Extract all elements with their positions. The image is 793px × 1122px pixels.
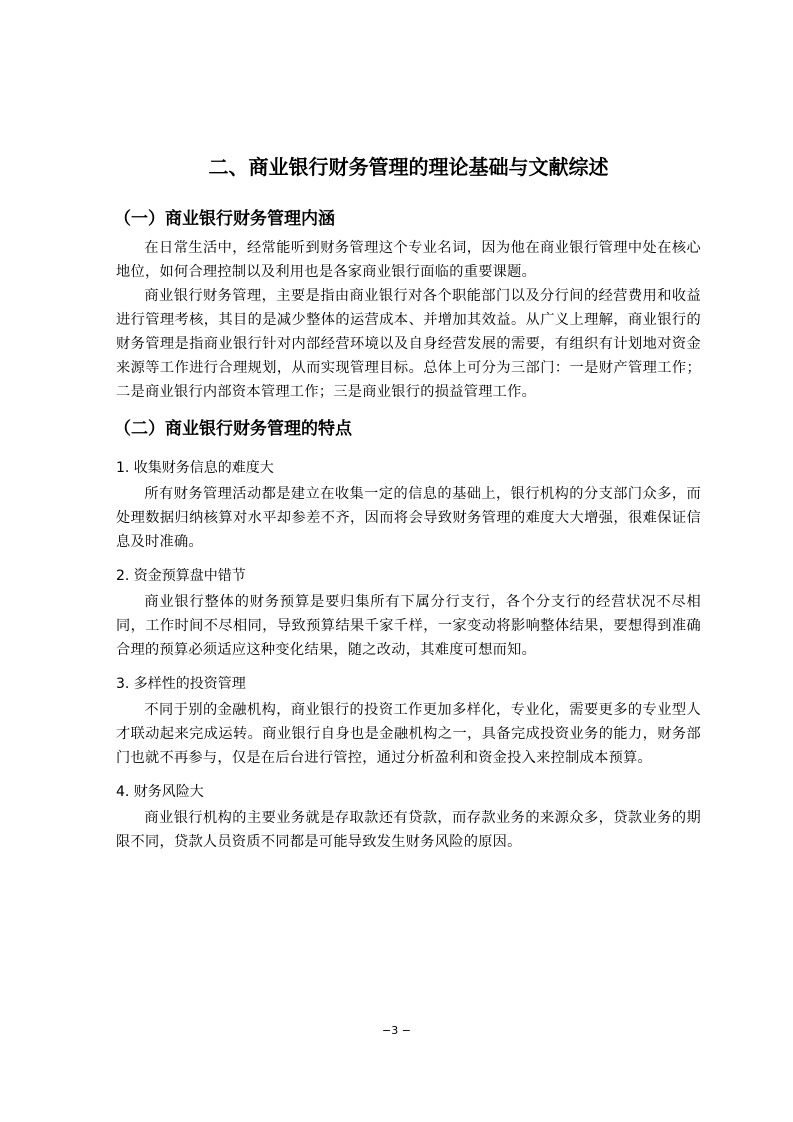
section-heading-1: （一）商业银行财务管理内涵	[114, 209, 335, 229]
section-features	[116, 412, 701, 854]
page-number: −3 −	[382, 1024, 411, 1037]
subsection-heading-2: 2. 资金预算盘中错节	[116, 568, 246, 584]
paragraph: 在日常生活中，经常能听到财务管理这个专业名词，因为他在商业银行管理中处在核心地位，如何合理控制以及利用也是各家商业银行面临的重要课题。	[116, 240, 701, 280]
paragraph: 商业银行机构的主要业务就是存取款还有贷款，而存款业务的来源众多，贷款业务的期限不同，贷款人员资质不同都是可能导致发生财务风险的原因。	[116, 810, 701, 850]
page-content	[116, 150, 701, 854]
subsection-heading-1: 1. 收集财务信息的难度大	[116, 460, 274, 476]
paragraph: 所有财务管理活动都是建立在收集一定的信息的基础上，银行机构的分支部门众多，而处理数据归纳核算对水平却参差不齐，因而将会导致财务管理的难度大大增强，很难保证信息及时准确。	[116, 486, 701, 550]
paragraph: 不同于别的金融机构，商业银行的投资工作更加多样化，专业化，需要更多的专业型人才联动起来完成运转。商业银行自身也是金融机构之一，具备完成投资业务的能力，财务部门也就不再参与，仅是在后台进行管控，通过分析盈利和资金投入来控制成本预算。	[116, 702, 701, 766]
subsection-heading-4: 4. 财务风险大	[116, 784, 204, 800]
paragraph: 商业银行整体的财务预算是要归集所有下属分行支行，各个分支行的经营状况不尽相同，工作时间不尽相同，导致预算结果千家千样，一家变动将影响整体结果，要想得到准确合理的预算必须适应这种变化结果，随之改动，其难度可想而知。	[116, 594, 701, 658]
chapter-title: 二、商业银行财务管理的理论基础与文献综述	[208, 155, 609, 179]
section-connotation	[116, 202, 701, 404]
section-heading-2: （二）商业银行财务管理的特点	[114, 419, 352, 439]
subsection-heading-3: 3. 多样性的投资管理	[116, 676, 246, 692]
paragraph: 商业银行财务管理，主要是指由商业银行对各个职能部门以及分行间的经营费用和收益进行管理考核，其目的是减少整体的运营成本、并增加其效益。从广义上理解，商业银行的财务管理是指商业银行针对内部经营环境以及自身经营发展的需要，有组织有计划地对资金来源等工作进行合理规划，从而实现管理目标。总体上可分为三部门：一是财产管理工作；二是商业银行内部资本管理工作；三是商业银行的损益管理工作。	[116, 288, 701, 400]
